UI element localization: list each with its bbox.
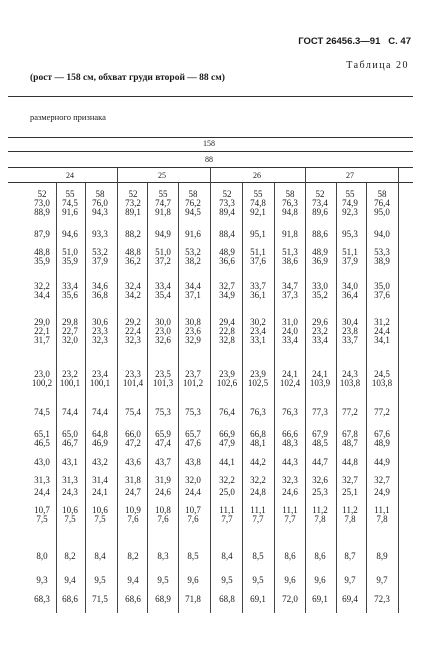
table-cell: 55 74,8 92,1 xyxy=(250,189,266,217)
table-cell: 30,8 23,6 32,9 xyxy=(185,317,201,345)
table-cell: 68,6 xyxy=(62,594,78,604)
table-cell: 74,4 xyxy=(62,407,78,417)
table-cell: 52 73,4 89,6 xyxy=(312,189,328,217)
table-cell: 66,0 47,2 xyxy=(125,429,141,448)
table-cell: 48,8 36,2 xyxy=(125,247,141,266)
table-cell: 74,4 xyxy=(92,407,108,417)
table-cell: 44,1 xyxy=(219,457,235,467)
table-cell: 29,6 23,2 33,4 xyxy=(312,317,328,345)
group-header: 24 xyxy=(66,171,74,180)
table-cell: 30,6 23,3 32,3 xyxy=(92,317,108,345)
table-cell: 67,8 48,7 xyxy=(342,429,358,448)
table-cell: 31,0 24,0 33,4 xyxy=(282,317,298,345)
table-cell: 34,6 36,8 xyxy=(92,281,108,300)
table-cell: 32,2 xyxy=(219,475,235,485)
table-cell: 43,7 xyxy=(155,457,171,467)
table-caption: размерного признака xyxy=(30,112,106,122)
table-cell: 10,7 7,5 xyxy=(34,505,50,524)
table-cell: 29,2 22,4 32,3 xyxy=(125,317,141,345)
table-cell: 53,3 38,9 xyxy=(374,247,390,266)
table-cell: 29,4 22,8 32,8 xyxy=(219,317,235,345)
column-rule xyxy=(398,168,399,613)
table-cell: 8,7 xyxy=(344,551,356,561)
table-cell: 93,3 xyxy=(92,229,108,239)
table-cell: 58 76,0 94,3 xyxy=(92,189,108,217)
table-cell: 91,8 xyxy=(282,229,298,239)
table-cell: 55 74,7 91,8 xyxy=(155,189,171,217)
table-cell: 68,6 xyxy=(125,594,141,604)
table-cell: 65,7 47,6 xyxy=(185,429,201,448)
table-cell: 24,1 xyxy=(92,487,108,497)
table-cell: 72,3 xyxy=(374,594,390,604)
table-cell: 74,5 xyxy=(34,407,50,417)
table-cell: 34,7 37,3 xyxy=(282,281,298,300)
table-cell: 9,7 xyxy=(376,575,388,585)
table-cell: 9,5 xyxy=(157,575,169,585)
table-cell: 52 73,0 88,9 xyxy=(34,189,50,217)
table-label: Таблица 20 xyxy=(346,60,409,71)
table-cell: 10,6 7,5 xyxy=(62,505,78,524)
table-cell: 10,9 7,6 xyxy=(125,505,141,524)
table-cell: 9,6 xyxy=(284,575,296,585)
table-subtitle: (рост — 158 см, обхват груди второй — 88 см) xyxy=(30,73,225,83)
table-cell: 30,4 23,8 33,7 xyxy=(342,317,358,345)
table-cell: 23,0 100,2 xyxy=(31,369,53,388)
table-cell: 8,2 xyxy=(64,551,76,561)
table-cell: 23,7 101,2 xyxy=(182,369,204,388)
table-cell: 68,9 xyxy=(155,594,171,604)
table-cell: 23,9 102,5 xyxy=(247,369,269,388)
table-cell: 33,4 35,6 xyxy=(62,281,78,300)
doc-code: ГОСТ 26456.3—91 xyxy=(298,36,381,47)
table-cell: 88,2 xyxy=(125,229,141,239)
table-cell: 11,1 7,7 xyxy=(219,505,235,524)
table-cell: 8,2 xyxy=(127,551,139,561)
table-cell: 9,5 xyxy=(94,575,106,585)
table-cell: 24,6 xyxy=(282,487,298,497)
table-cell: 95,3 xyxy=(342,229,358,239)
table-cell: 32,3 xyxy=(282,475,298,485)
table-cell: 77,2 xyxy=(374,407,390,417)
table-cell: 25,0 xyxy=(219,487,235,497)
table-cell: 69,1 xyxy=(250,594,266,604)
table-cell: 31,2 24,4 34,1 xyxy=(374,317,390,345)
table-cell: 75,4 xyxy=(125,407,141,417)
table-cell: 30,0 23,0 32,6 xyxy=(155,317,171,345)
table-cell: 8,9 xyxy=(376,551,388,561)
table-cell: 32,6 xyxy=(312,475,328,485)
table-cell: 53,2 37,9 xyxy=(92,247,108,266)
table-cell: 43,2 xyxy=(92,457,108,467)
table-cell: 52 73,3 89,4 xyxy=(219,189,235,217)
group-header: 27 xyxy=(346,171,354,180)
table-cell: 76,4 xyxy=(219,407,235,417)
table-cell: 11,1 7,7 xyxy=(250,505,266,524)
table-cell: 9,5 xyxy=(221,575,233,585)
table-cell: 8,4 xyxy=(221,551,233,561)
table-cell: 44,3 xyxy=(282,457,298,467)
table-cell: 87,9 xyxy=(34,229,50,239)
table-cell: 71,8 xyxy=(185,594,201,604)
table-cell: 23,9 102,6 xyxy=(216,369,238,388)
table-cell: 68,3 xyxy=(34,594,50,604)
table-cell: 9,4 xyxy=(127,575,139,585)
table-cell: 44,9 xyxy=(374,457,390,467)
table-cell: 9,7 xyxy=(344,575,356,585)
height-level: 158 xyxy=(203,139,215,148)
table-cell: 95,1 xyxy=(250,229,266,239)
table-cell: 23,3 101,4 xyxy=(122,369,144,388)
table-cell: 44,8 xyxy=(342,457,358,467)
table-cell: 77,3 xyxy=(312,407,328,417)
table-cell: 55 74,5 91,6 xyxy=(62,189,78,217)
table-cell: 9,5 xyxy=(252,575,264,585)
table-cell: 24,3 xyxy=(62,487,78,497)
table-cell: 11,2 7,8 xyxy=(342,505,358,524)
table-cell: 51,0 35,9 xyxy=(62,247,78,266)
table-cell: 29,0 22,1 31,7 xyxy=(34,317,50,345)
table-cell: 8,5 xyxy=(187,551,199,561)
table-cell: 31,8 xyxy=(125,475,141,485)
table-cell: 9,3 xyxy=(36,575,48,585)
table-cell: 65,0 46,7 xyxy=(62,429,78,448)
table-cell: 8,0 xyxy=(36,551,48,561)
table-cell: 64,8 46,9 xyxy=(92,429,108,448)
table-cell: 10,8 7,6 xyxy=(155,505,171,524)
table-cell: 24,5 103,8 xyxy=(371,369,393,388)
table-cell: 23,4 100,1 xyxy=(89,369,111,388)
table-cell: 32,2 34,4 xyxy=(34,281,50,300)
table-cell: 33,0 35,2 xyxy=(312,281,328,300)
table-cell: 69,1 xyxy=(312,594,328,604)
table-cell: 8,3 xyxy=(157,551,169,561)
table-cell: 68,8 xyxy=(219,594,235,604)
table-cell: 24,3 103,8 xyxy=(339,369,361,388)
table-cell: 94,9 xyxy=(155,229,171,239)
table-cell: 94,6 xyxy=(62,229,78,239)
table-cell: 31,3 xyxy=(34,475,50,485)
table-cell: 43,1 xyxy=(62,457,78,467)
table-cell: 66,6 48,3 xyxy=(282,429,298,448)
table-cell: 32,0 xyxy=(185,475,201,485)
table-cell: 55 74,9 92,3 xyxy=(342,189,358,217)
table-cell: 43,6 xyxy=(125,457,141,467)
table-cell: 58 76,2 94,5 xyxy=(185,189,201,217)
table-cell: 67,9 48,5 xyxy=(312,429,328,448)
table-cell: 33,7 36,1 xyxy=(250,281,266,300)
table-cell: 43,0 xyxy=(34,457,50,467)
table-cell: 23,2 100,1 xyxy=(59,369,81,388)
table-cell: 69,4 xyxy=(342,594,358,604)
table-cell: 66,8 48,1 xyxy=(250,429,266,448)
table-cell: 72,0 xyxy=(282,594,298,604)
table-cell: 35,0 37,6 xyxy=(374,281,390,300)
table-cell: 24,6 xyxy=(155,487,171,497)
table-cell: 44,7 xyxy=(312,457,328,467)
table-cell: 25,3 xyxy=(312,487,328,497)
table-cell: 32,4 34,2 xyxy=(125,281,141,300)
table-cell: 88,4 xyxy=(219,229,235,239)
table-cell: 77,2 xyxy=(342,407,358,417)
table-cell: 24,1 103,9 xyxy=(309,369,331,388)
table-cell: 24,8 xyxy=(250,487,266,497)
table-cell: 8,6 xyxy=(284,551,296,561)
table-cell: 71,5 xyxy=(92,594,108,604)
table-cell: 25,1 xyxy=(342,487,358,497)
page-number: С. 47 xyxy=(388,36,411,47)
table-cell: 53,2 38,2 xyxy=(185,247,201,266)
table-cell: 43,8 xyxy=(185,457,201,467)
chest-level: 88 xyxy=(205,155,213,164)
table-cell: 67,6 48,9 xyxy=(374,429,390,448)
table-cell: 24,4 xyxy=(34,487,50,497)
table-cell: 24,4 xyxy=(185,487,201,497)
rule-header-1 xyxy=(8,137,413,138)
table-cell: 75,3 xyxy=(185,407,201,417)
column-rule xyxy=(210,168,211,613)
table-cell: 11,1 7,7 xyxy=(282,505,298,524)
table-cell: 52 73,2 89,1 xyxy=(125,189,141,217)
table-cell: 11,2 7,8 xyxy=(312,505,328,524)
table-cell: 48,9 36,9 xyxy=(312,247,328,266)
group-header: 26 xyxy=(253,171,261,180)
table-cell: 65,9 47,4 xyxy=(155,429,171,448)
table-cell: 24,1 102,4 xyxy=(279,369,301,388)
table-cell: 10,7 7,6 xyxy=(185,505,201,524)
table-cell: 31,4 xyxy=(92,475,108,485)
table-cell: 34,0 36,4 xyxy=(342,281,358,300)
table-cell: 58 76,3 94,8 xyxy=(282,189,298,217)
table-cell: 31,9 xyxy=(155,475,171,485)
table-cell: 29,8 22,7 32,0 xyxy=(62,317,78,345)
table-cell: 48,8 35,9 xyxy=(34,247,50,266)
table-cell: 44,2 xyxy=(250,457,266,467)
table-cell: 51,1 37,6 xyxy=(250,247,266,266)
table-cell: 24,9 xyxy=(374,487,390,497)
table-cell: 51,1 37,9 xyxy=(342,247,358,266)
table-cell: 88,6 xyxy=(312,229,328,239)
table-cell: 34,4 37,1 xyxy=(185,281,201,300)
table-cell: 65,1 46,5 xyxy=(34,429,50,448)
page-header xyxy=(298,36,411,47)
rule-top xyxy=(8,96,413,97)
table-cell: 76,3 xyxy=(250,407,266,417)
table-cell: 75,3 xyxy=(155,407,171,417)
table-cell: 9,6 xyxy=(314,575,326,585)
table-cell: 51,3 38,6 xyxy=(282,247,298,266)
table-cell: 10,6 7,5 xyxy=(92,505,108,524)
table-cell: 48,9 36,6 xyxy=(219,247,235,266)
table-cell: 32,7 xyxy=(342,475,358,485)
table-cell: 94,0 xyxy=(374,229,390,239)
table-cell: 33,4 35,4 xyxy=(155,281,171,300)
group-header: 25 xyxy=(158,171,166,180)
rule-header-2 xyxy=(8,151,413,152)
table-cell: 9,6 xyxy=(187,575,199,585)
table-cell: 24,7 xyxy=(125,487,141,497)
table-cell: 8,4 xyxy=(94,551,106,561)
table-cell: 58 76,4 95,0 xyxy=(374,189,390,217)
table-cell: 32,7 34,9 xyxy=(219,281,235,300)
table-cell: 8,5 xyxy=(252,551,264,561)
table-cell: 11,1 7,8 xyxy=(374,505,390,524)
table-cell: 91,6 xyxy=(185,229,201,239)
table-cell: 51,0 37,2 xyxy=(155,247,171,266)
table-cell: 66,9 47,9 xyxy=(219,429,235,448)
table-cell: 8,6 xyxy=(314,551,326,561)
table-cell: 32,7 xyxy=(374,475,390,485)
table-cell: 76,3 xyxy=(282,407,298,417)
table-cell: 23,5 101,3 xyxy=(152,369,174,388)
table-cell: 31,3 xyxy=(62,475,78,485)
table-cell: 30,2 23,4 33,1 xyxy=(250,317,266,345)
table-cell: 32,2 xyxy=(250,475,266,485)
table-cell: 9,4 xyxy=(64,575,76,585)
